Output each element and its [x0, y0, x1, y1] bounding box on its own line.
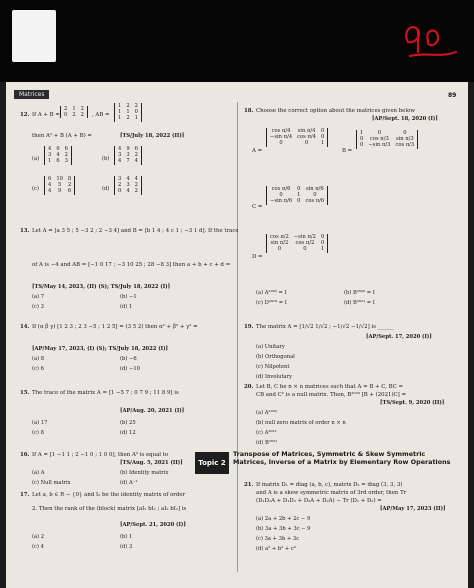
q15-opt-d[interactable]: (d) 12 [120, 430, 136, 436]
q12-matrix-opt-c: 6 10 8 4 5 2 4 9 6 [44, 176, 75, 195]
q12-line2: then A² + B (A + B) = [32, 133, 92, 139]
column-divider [237, 102, 238, 572]
q16-number: 16. [20, 452, 30, 458]
q13-source: [TS/May 14, 2023, (II) (S); TS/July 18, 2022 (I)] [32, 284, 171, 290]
q19-opt-b[interactable]: (b) Orthogonal [256, 354, 295, 360]
q21-line2: and A is a skew symmetric matrix of 3rd order, then Tr [256, 490, 407, 496]
q21-opt-c[interactable]: (c) 3a + 3b + 3c [256, 536, 300, 542]
q18-matrix-a: cos π/4 sin π/4 0 −sin π/4 cos π/4 0 0 0 1 [266, 128, 328, 147]
q18-matrix-d: cos π/2 −sin π/2 0 sin π/2 cos π/2 0 0 0 1 [266, 234, 328, 253]
q19-opt-a[interactable]: (a) Unitary [256, 344, 285, 350]
q21-opt-b[interactable]: (b) 3a + 3b + 3c − 9 [256, 526, 311, 532]
q18-opt-b[interactable]: (b) B²⁰²⁰ = I [344, 290, 375, 296]
q18-source: [AP/Sept. 18, 2020 (I)] [372, 116, 438, 122]
q12-matrix-apb: 2 1 2 0 2 2 [60, 106, 88, 118]
q12-opt-a[interactable]: (a) [32, 156, 40, 162]
q12-opt-c[interactable]: (c) [32, 186, 39, 192]
q14-number: 14. [20, 324, 30, 330]
page-number: 89 [448, 92, 457, 99]
q12-matrix-opt-a: 4 6 6 3 4 2 1 6 3 [44, 146, 72, 165]
q20-text: Let B, C be n × n matrices such that A = B + C, BC = [256, 384, 404, 390]
handwritten-scribble-icon [400, 12, 460, 62]
q12-prefix: If A + B = [32, 112, 60, 118]
q12-ab-label: , AB = [92, 112, 110, 118]
q21-text: If matrix D₁ = diag (a, b, c), matrix D₂ = diag (3, 3, 3) [256, 482, 403, 488]
q17-opt-a[interactable]: (a) 2 [32, 534, 45, 540]
q12-opt-d[interactable]: (d) [102, 186, 110, 192]
q20-opt-c[interactable]: (c) A²⁰²¹ [256, 430, 277, 436]
q16-opt-b[interactable]: (b) Identity matrix [120, 470, 169, 476]
q18-text: Choose the correct option about the matrices given below [256, 108, 415, 114]
q19-source: [AP/Sept. 17, 2020 (I)] [366, 334, 432, 340]
topic-title: Transpose of Matrices, Symmetric & Skew Symmetric Matrices, Inverse of a Matrix by Elementary Row Operations [233, 450, 451, 466]
q15-source: [AP/Aug. 20, 2021 (I)] [120, 408, 185, 414]
q17-line2: 2. Then the rank of the (block) matrix [aI₂ bI₂ ; aI₂ bI₂] is [32, 506, 187, 512]
q21-opt-d[interactable]: (d) a² + b² + c² [256, 546, 296, 552]
q17-opt-d[interactable]: (d) 3 [120, 544, 133, 550]
topic-header [195, 448, 457, 478]
q13-line2: of A is −4 and AB = [−1 0 17 ; −3 10 25 ; 28 −8 3] then a + b + c + d = [32, 262, 231, 268]
q18-opt-d[interactable]: (d) B²⁰²¹ = I [344, 300, 375, 306]
q18-label-c: C = [252, 204, 263, 210]
q12-matrix-ab: 1 2 2 1 1 0 1 2 1 [114, 103, 142, 122]
q15-opt-c[interactable]: (c) 8 [32, 430, 44, 436]
q13-opt-d[interactable]: (d) 1 [120, 304, 133, 310]
q13-opt-a[interactable]: (a) 7 [32, 294, 45, 300]
q20-opt-d[interactable]: (d) B²⁰²¹ [256, 440, 278, 446]
page-shadow-right [468, 82, 474, 588]
q18-label-b: B = [342, 148, 353, 154]
q18-number: 18. [244, 108, 254, 114]
q13-opt-b[interactable]: (b) −1 [120, 294, 137, 300]
topic-badge: Topic 2 [195, 452, 229, 474]
q12-matrix-opt-b: 4 9 6 3 3 2 4 7 4 [114, 146, 142, 165]
q16-opt-d[interactable]: (d) A⁻¹ [120, 480, 138, 486]
q16-text: If A = [1 −1 1 ; 2 −1 0 ; 1 0 0], then A³ is equal to [32, 452, 169, 458]
q19-text: The matrix A = [1/√2 1/√2 ; −1/√2 −1/√2] is ______ [256, 324, 394, 330]
q20-line2: CB and C² is a null matrix. Then, B²⁰²⁰ [B + (2021)C] = [256, 392, 407, 398]
q13-opt-c[interactable]: (c) 3 [32, 304, 44, 310]
q20-opt-b[interactable]: (b) null zero matrix of order n × n [256, 420, 346, 426]
q13-number: 13. [20, 228, 30, 234]
q19-opt-c[interactable]: (c) Nilpotent [256, 364, 290, 370]
q14-text: If (α β γ) [1 2 3 ; 2 3 −5 ; 1 2 5] = (3 5 2) then α² + β² + γ² = [32, 324, 198, 330]
q14-opt-b[interactable]: (b) −6 [120, 356, 137, 362]
q16-opt-a[interactable]: (a) A [32, 470, 45, 476]
q12-number: 12. [20, 112, 30, 118]
q21-opt-a[interactable]: (a) 2a + 2b + 2c − 9 [256, 516, 311, 522]
q14-opt-a[interactable]: (a) 8 [32, 356, 45, 362]
q19-number: 19. [244, 324, 254, 330]
q18-matrix-b: 1 0 0 0 cos π/3 sin π/3 0 −sin π/3 cos π/3 [356, 130, 418, 149]
q14-source: [AP/May 17, 2023, (I) (S); TS/July 18, 2022 (I)] [32, 346, 168, 352]
q17-opt-b[interactable]: (b) 1 [120, 534, 133, 540]
q20-number: 20. [244, 384, 254, 390]
q17-source: [AP/Sept. 21, 2020 (I)] [120, 522, 186, 528]
q15-text: The trace of the matrix A = [1 −5 7 ; 0 7 9 ; 11 8 9] is [32, 390, 179, 396]
q17-text: Let a, b ∈ R − {0} and I₂ be the identity matrix of order [32, 492, 186, 498]
q14-opt-d[interactable]: (d) −10 [120, 366, 140, 372]
q14-opt-c[interactable]: (c) 6 [32, 366, 44, 372]
q17-number: 17. [20, 492, 30, 498]
q21-source: [AP/May 17, 2023 (II)] [380, 506, 446, 512]
q12-source: [TS/July 18, 2022 (II)] [120, 133, 185, 139]
q20-source: [TS/Sept. 9, 2020 (II)] [380, 400, 445, 406]
q13-text: Let A = [a 3 5 ; 5 −3 2 ; 2 −3 4] and B = [b 1 4 ; 4 c 1 ; −3 1 d]. If the trace [32, 228, 239, 234]
q15-number: 15. [20, 390, 30, 396]
q17-opt-c[interactable]: (c) 4 [32, 544, 44, 550]
section-tag: Matrices [14, 90, 49, 99]
q12-matrix-opt-d: 3 4 4 2 3 2 0 4 2 [114, 176, 142, 195]
white-placeholder-block [12, 10, 56, 62]
q15-opt-a[interactable]: (a) 17 [32, 420, 48, 426]
q18-label-d: D = [252, 254, 263, 260]
q18-label-a: A = [252, 148, 263, 154]
q20-opt-a[interactable]: (a) A²⁰²⁰ [256, 410, 277, 416]
q18-matrix-c: cos π/6 0 sin π/6 0 1 0 −sin π/6 0 cos π/6 [266, 186, 328, 205]
q18-opt-c[interactable]: (c) D²⁰¹⁹ = I [256, 300, 287, 306]
q16-source: [TS/Aug. 5, 2021 (II)] [120, 460, 183, 466]
q18-opt-a[interactable]: (a) A²⁰²⁰ = I [256, 290, 287, 296]
q12-opt-b[interactable]: (b) [102, 156, 110, 162]
q16-opt-c[interactable]: (c) Null matrix [32, 480, 71, 486]
q21-number: 21. [244, 482, 254, 488]
q19-opt-d[interactable]: (d) Involutary [256, 374, 293, 380]
q15-opt-b[interactable]: (b) 25 [120, 420, 136, 426]
q21-line3: (D₁D₂A + D₁D₂ + D₂A + D₂A) − Tr (D₁ + D₂) = [256, 498, 382, 504]
